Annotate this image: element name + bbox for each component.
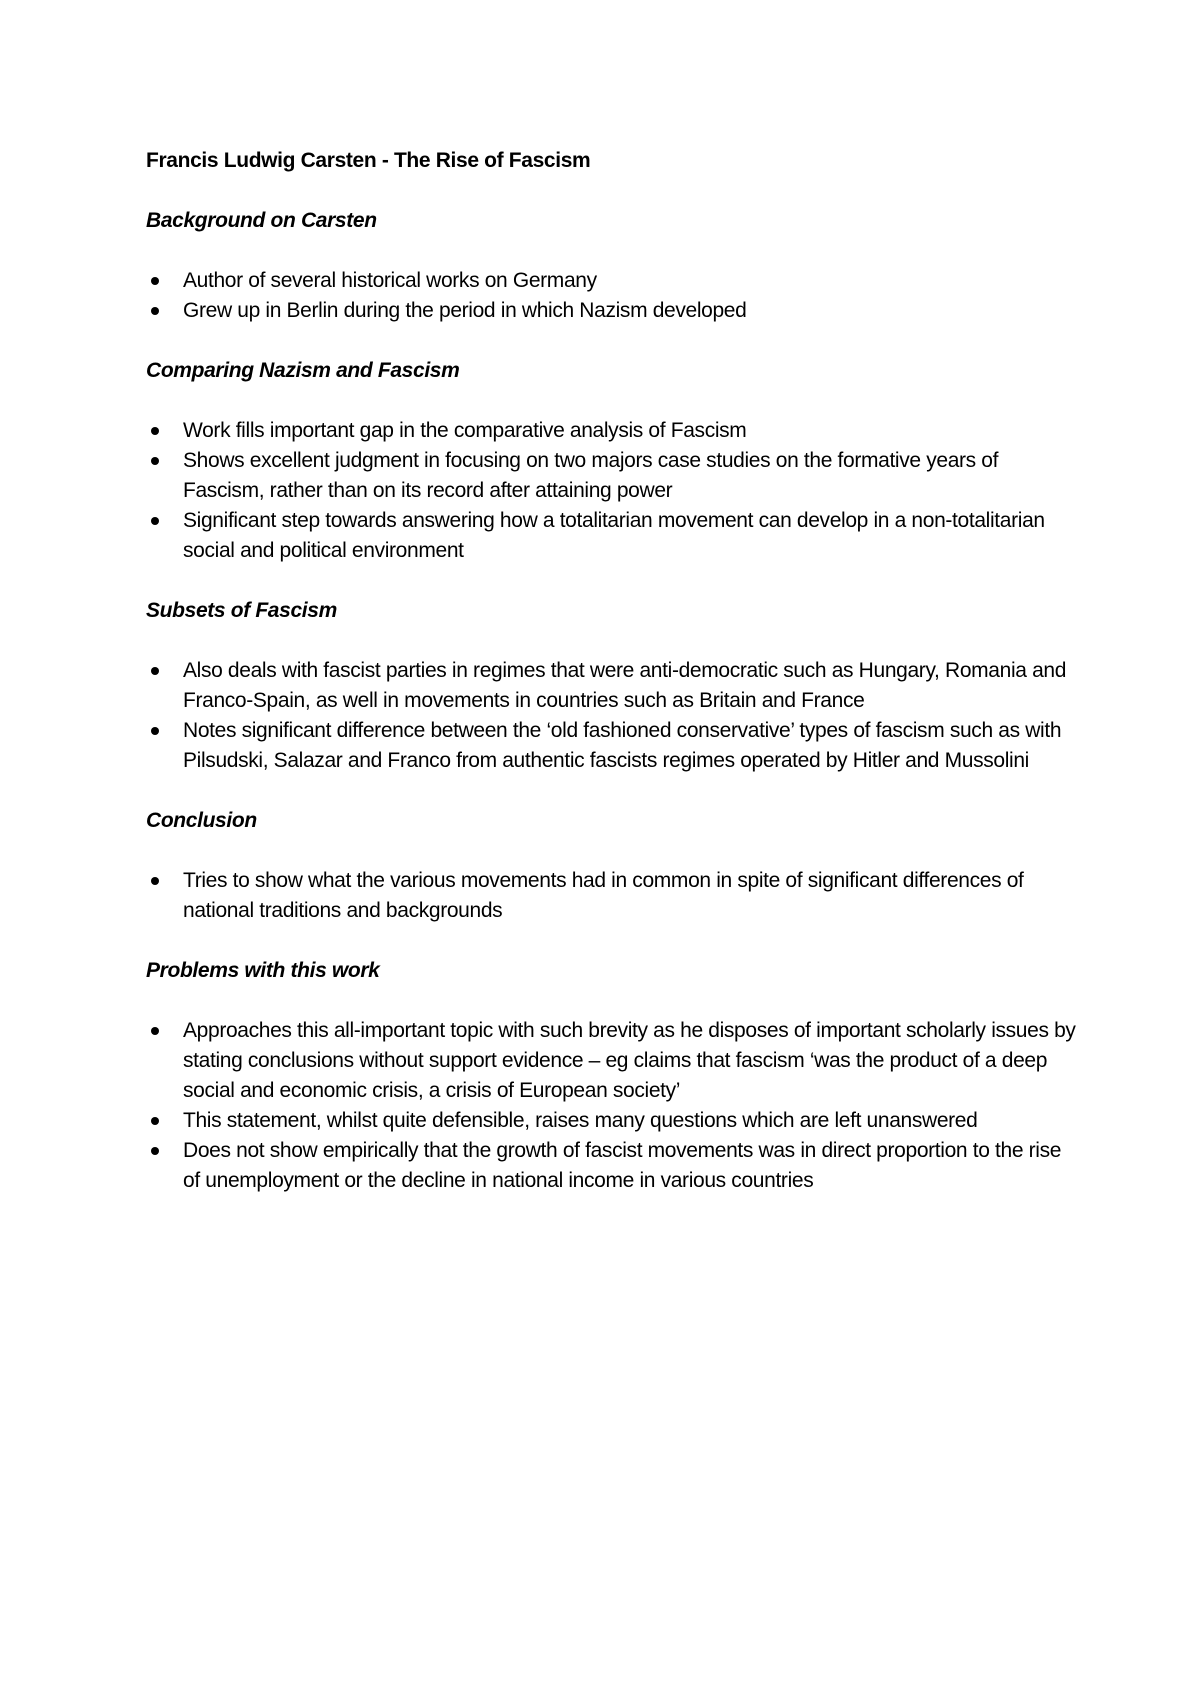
- list-item: [146, 506, 1076, 566]
- list-item: [146, 1016, 1076, 1106]
- bullet-icon: [151, 727, 159, 735]
- list-item-text: Significant step towards answering how a totalitarian movement can develop in a non-totalitarian social and political environment: [183, 509, 1045, 562]
- section-subsets: [146, 596, 1076, 776]
- bullet-list: [146, 866, 1076, 926]
- list-item: [146, 446, 1076, 506]
- bullet-icon: [151, 1147, 159, 1155]
- section-heading: Conclusion: [146, 809, 257, 832]
- bullet-list: [146, 1016, 1076, 1196]
- list-item: [146, 266, 1076, 296]
- bullet-icon: [151, 877, 159, 885]
- section-heading: Problems with this work: [146, 959, 380, 982]
- section-conclusion: [146, 806, 1076, 926]
- section-problems: [146, 956, 1076, 1196]
- list-item: [146, 1136, 1076, 1196]
- list-item-text: Author of several historical works on Germany: [183, 269, 597, 292]
- list-item-text: This statement, whilst quite defensible, raises many questions which are left unanswered: [183, 1109, 978, 1132]
- list-item-text: Shows excellent judgment in focusing on two majors case studies on the formative years of Fascism, rather than on its record after attaining power: [183, 449, 999, 502]
- list-item-text: Notes significant difference between the ‘old fashioned conservative’ types of fascism such as with Pilsudski, Salazar and Franco from authentic fascists regimes operated by Hitler and Mussolini: [183, 719, 1062, 772]
- list-item-text: Also deals with fascist parties in regimes that were anti-democratic such as Hungary, Romania and Franco-Spain, as well in movements in countries such as Britain and France: [183, 659, 1067, 712]
- list-item-text: Grew up in Berlin during the period in which Nazism developed: [183, 299, 747, 322]
- bullet-icon: [151, 427, 159, 435]
- bullet-list: [146, 656, 1076, 776]
- list-item: [146, 416, 1076, 446]
- list-item-text: Does not show empirically that the growth of fascist movements was in direct proportion to the rise of unemployment or the decline in national income in various countries: [183, 1139, 1062, 1192]
- bullet-icon: [151, 307, 159, 315]
- list-item: [146, 866, 1076, 926]
- document-body: [146, 146, 1076, 1226]
- bullet-icon: [151, 667, 159, 675]
- bullet-list: [146, 416, 1076, 566]
- list-item: [146, 296, 1076, 326]
- list-item-text: Work fills important gap in the comparative analysis of Fascism: [183, 419, 747, 442]
- bullet-icon: [151, 517, 159, 525]
- document-title: Francis Ludwig Carsten - The Rise of Fascism: [146, 149, 591, 172]
- list-item-text: Approaches this all-important topic with such brevity as he disposes of important scholarly issues by stating conclusions without support evidence – eg claims that fascism ‘was the product of a deep social and economic crisis, a crisis of European society’: [183, 1019, 1076, 1102]
- bullet-icon: [151, 457, 159, 465]
- list-item: [146, 1106, 1076, 1136]
- section-heading: Comparing Nazism and Fascism: [146, 359, 460, 382]
- bullet-icon: [151, 1027, 159, 1035]
- bullet-icon: [151, 1117, 159, 1125]
- bullet-icon: [151, 277, 159, 285]
- section-heading: Subsets of Fascism: [146, 599, 337, 622]
- list-item-text: Tries to show what the various movements had in common in spite of significant differences of national traditions and backgrounds: [183, 869, 1024, 922]
- section-comparing: [146, 356, 1076, 566]
- list-item: [146, 656, 1076, 716]
- list-item: [146, 716, 1076, 776]
- bullet-list: [146, 266, 1076, 326]
- section-heading: Background on Carsten: [146, 209, 377, 232]
- section-background: [146, 206, 1076, 326]
